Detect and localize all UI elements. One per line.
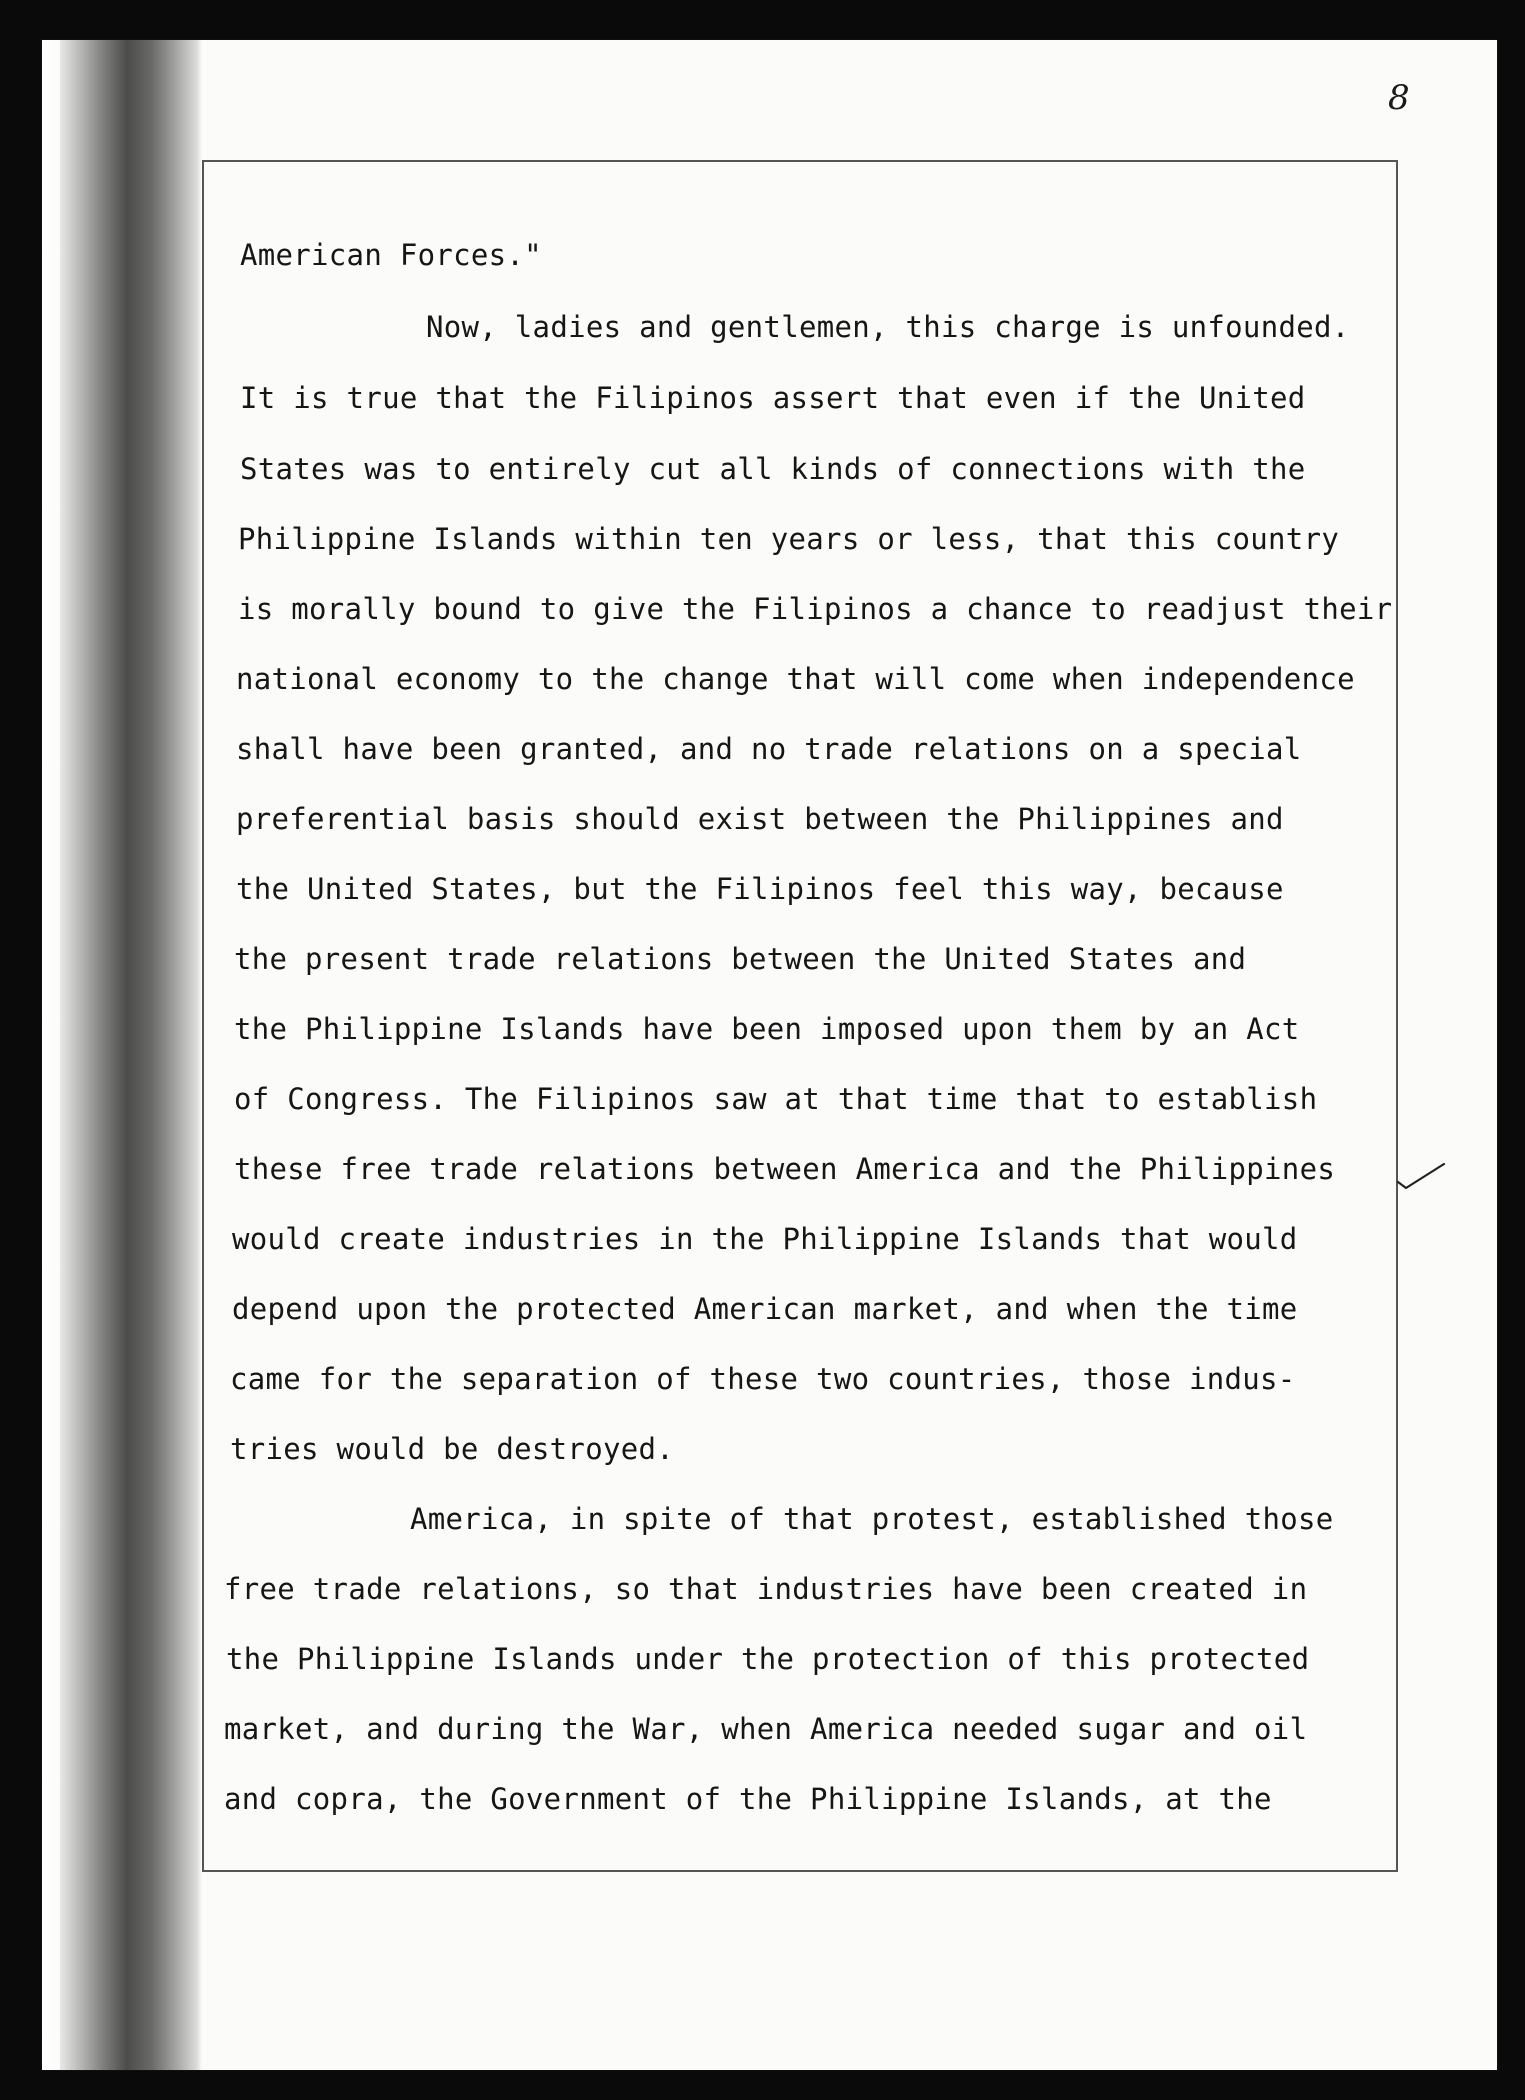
- text-line: is morally bound to give the Filipinos a chance to readjust their: [238, 592, 1393, 626]
- text-line: depend upon the protected American market, and when the time: [232, 1292, 1298, 1326]
- text-line: came for the separation of these two countries, those indus-: [230, 1362, 1296, 1396]
- text-line: national economy to the change that will come when independence: [236, 662, 1355, 696]
- text-line: and copra, the Government of the Philippine Islands, at the: [224, 1782, 1272, 1816]
- text-line: preferential basis should exist between the Philippines and: [236, 802, 1284, 836]
- text-line: America, in spite of that protest, established those: [410, 1502, 1334, 1536]
- text-line: the present trade relations between the United States and: [234, 942, 1247, 976]
- text-line: Philippine Islands within ten years or less, that this country: [238, 522, 1340, 556]
- text-line: would create industries in the Philippine Islands that would: [232, 1222, 1298, 1256]
- text-line: the Philippine Islands under the protection of this protected: [226, 1642, 1310, 1676]
- text-line: free trade relations, so that industries have been created in: [224, 1572, 1308, 1606]
- text-line: States was to entirely cut all kinds of connections with the: [240, 452, 1306, 486]
- check-mark-icon: [1396, 1162, 1446, 1190]
- page-number: 8: [1388, 78, 1410, 118]
- text-line: of Congress. The Filipinos saw at that time that to establish: [234, 1082, 1318, 1116]
- text-line: It is true that the Filipinos assert that even if the United: [240, 381, 1306, 415]
- binding-edge: [42, 40, 60, 2070]
- text-line: market, and during the War, when America needed sugar and oil: [224, 1712, 1308, 1746]
- text-line: American Forces.": [240, 238, 542, 272]
- text-line: these free trade relations between America and the Philippines: [234, 1152, 1336, 1186]
- text-line: Now, ladies and gentlemen, this charge is unfounded.: [426, 310, 1350, 344]
- text-line: tries would be destroyed.: [230, 1432, 674, 1466]
- text-line: shall have been granted, and no trade relations on a special: [236, 732, 1302, 766]
- text-line: the United States, but the Filipinos feel this way, because: [236, 872, 1284, 906]
- text-line: the Philippine Islands have been imposed upon them by an Act: [234, 1012, 1300, 1046]
- binding-shadow: [42, 40, 202, 2070]
